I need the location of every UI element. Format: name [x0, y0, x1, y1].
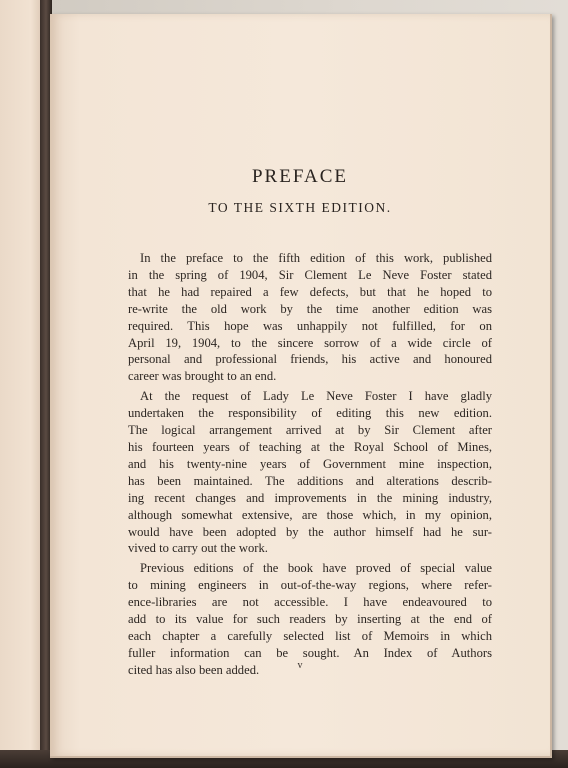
text-line: ing recent changes and improvements in the mining industry, [128, 490, 492, 505]
text-line: and his twenty-nine years of Government mine inspection, [128, 456, 492, 471]
text-line: vived to carry out the work. [128, 541, 268, 556]
text-line: in the spring of 1904, Sir Clement Le Neve Foster stated [128, 267, 492, 282]
text-line: that he had repaired a few defects, but that he hoped to [128, 284, 492, 299]
text-line: each chapter a carefully selected list of Memoirs in which [128, 628, 492, 643]
text-line: undertaken the responsibility of editing this new edition. [128, 406, 492, 421]
text-line: In the preface to the fifth edition of this work, published [140, 251, 492, 265]
text-line: has been maintained. The additions and alterations describ- [128, 473, 492, 488]
text-line: fuller information can be sought. An Index of Authors [128, 645, 492, 660]
paragraph-2 [128, 388, 492, 557]
page-number: v [297, 660, 303, 671]
text-line: his fourteen years of teaching at the Royal School of Mines, [128, 439, 492, 454]
text-line: required. This hope was unhappily not fulfilled, for on [128, 318, 492, 333]
text-line: At the request of Lady Le Neve Foster I have gladly [140, 389, 492, 404]
book-page [50, 14, 552, 758]
text-line: re-write the old work by the time another edition was [128, 301, 492, 316]
text-line: personal and professional friends, his active and honoured [128, 352, 492, 367]
text-line: although somewhat extensive, are those which, in my opinion, [128, 507, 492, 522]
preface-body [128, 250, 492, 682]
paragraph-1 [128, 250, 492, 385]
text-line: The logical arrangement arrived at by Sir Clement after [128, 423, 492, 438]
page-subtitle: TO THE SIXTH EDITION. [208, 200, 392, 215]
text-line: add to its value for such readers by inserting at the end of [128, 612, 492, 627]
text-line: career was brought to an end. [128, 369, 277, 384]
text-line: Previous editions of the book have proved of special value [140, 561, 492, 576]
text-line: to mining engineers in out-of-the-way regions, where refer- [128, 578, 492, 593]
page-title: PREFACE [251, 166, 348, 187]
text-line: April 19, 1904, to the sincere sorrow of a wide circle of [128, 335, 492, 350]
text-line: ence-libraries are not accessible. I have endeavoured to [128, 595, 492, 610]
text-line: would have been adopted by the author himself had he sur- [128, 524, 492, 539]
text-line: cited has also been added. [128, 662, 260, 677]
left-page-edge [0, 0, 45, 760]
